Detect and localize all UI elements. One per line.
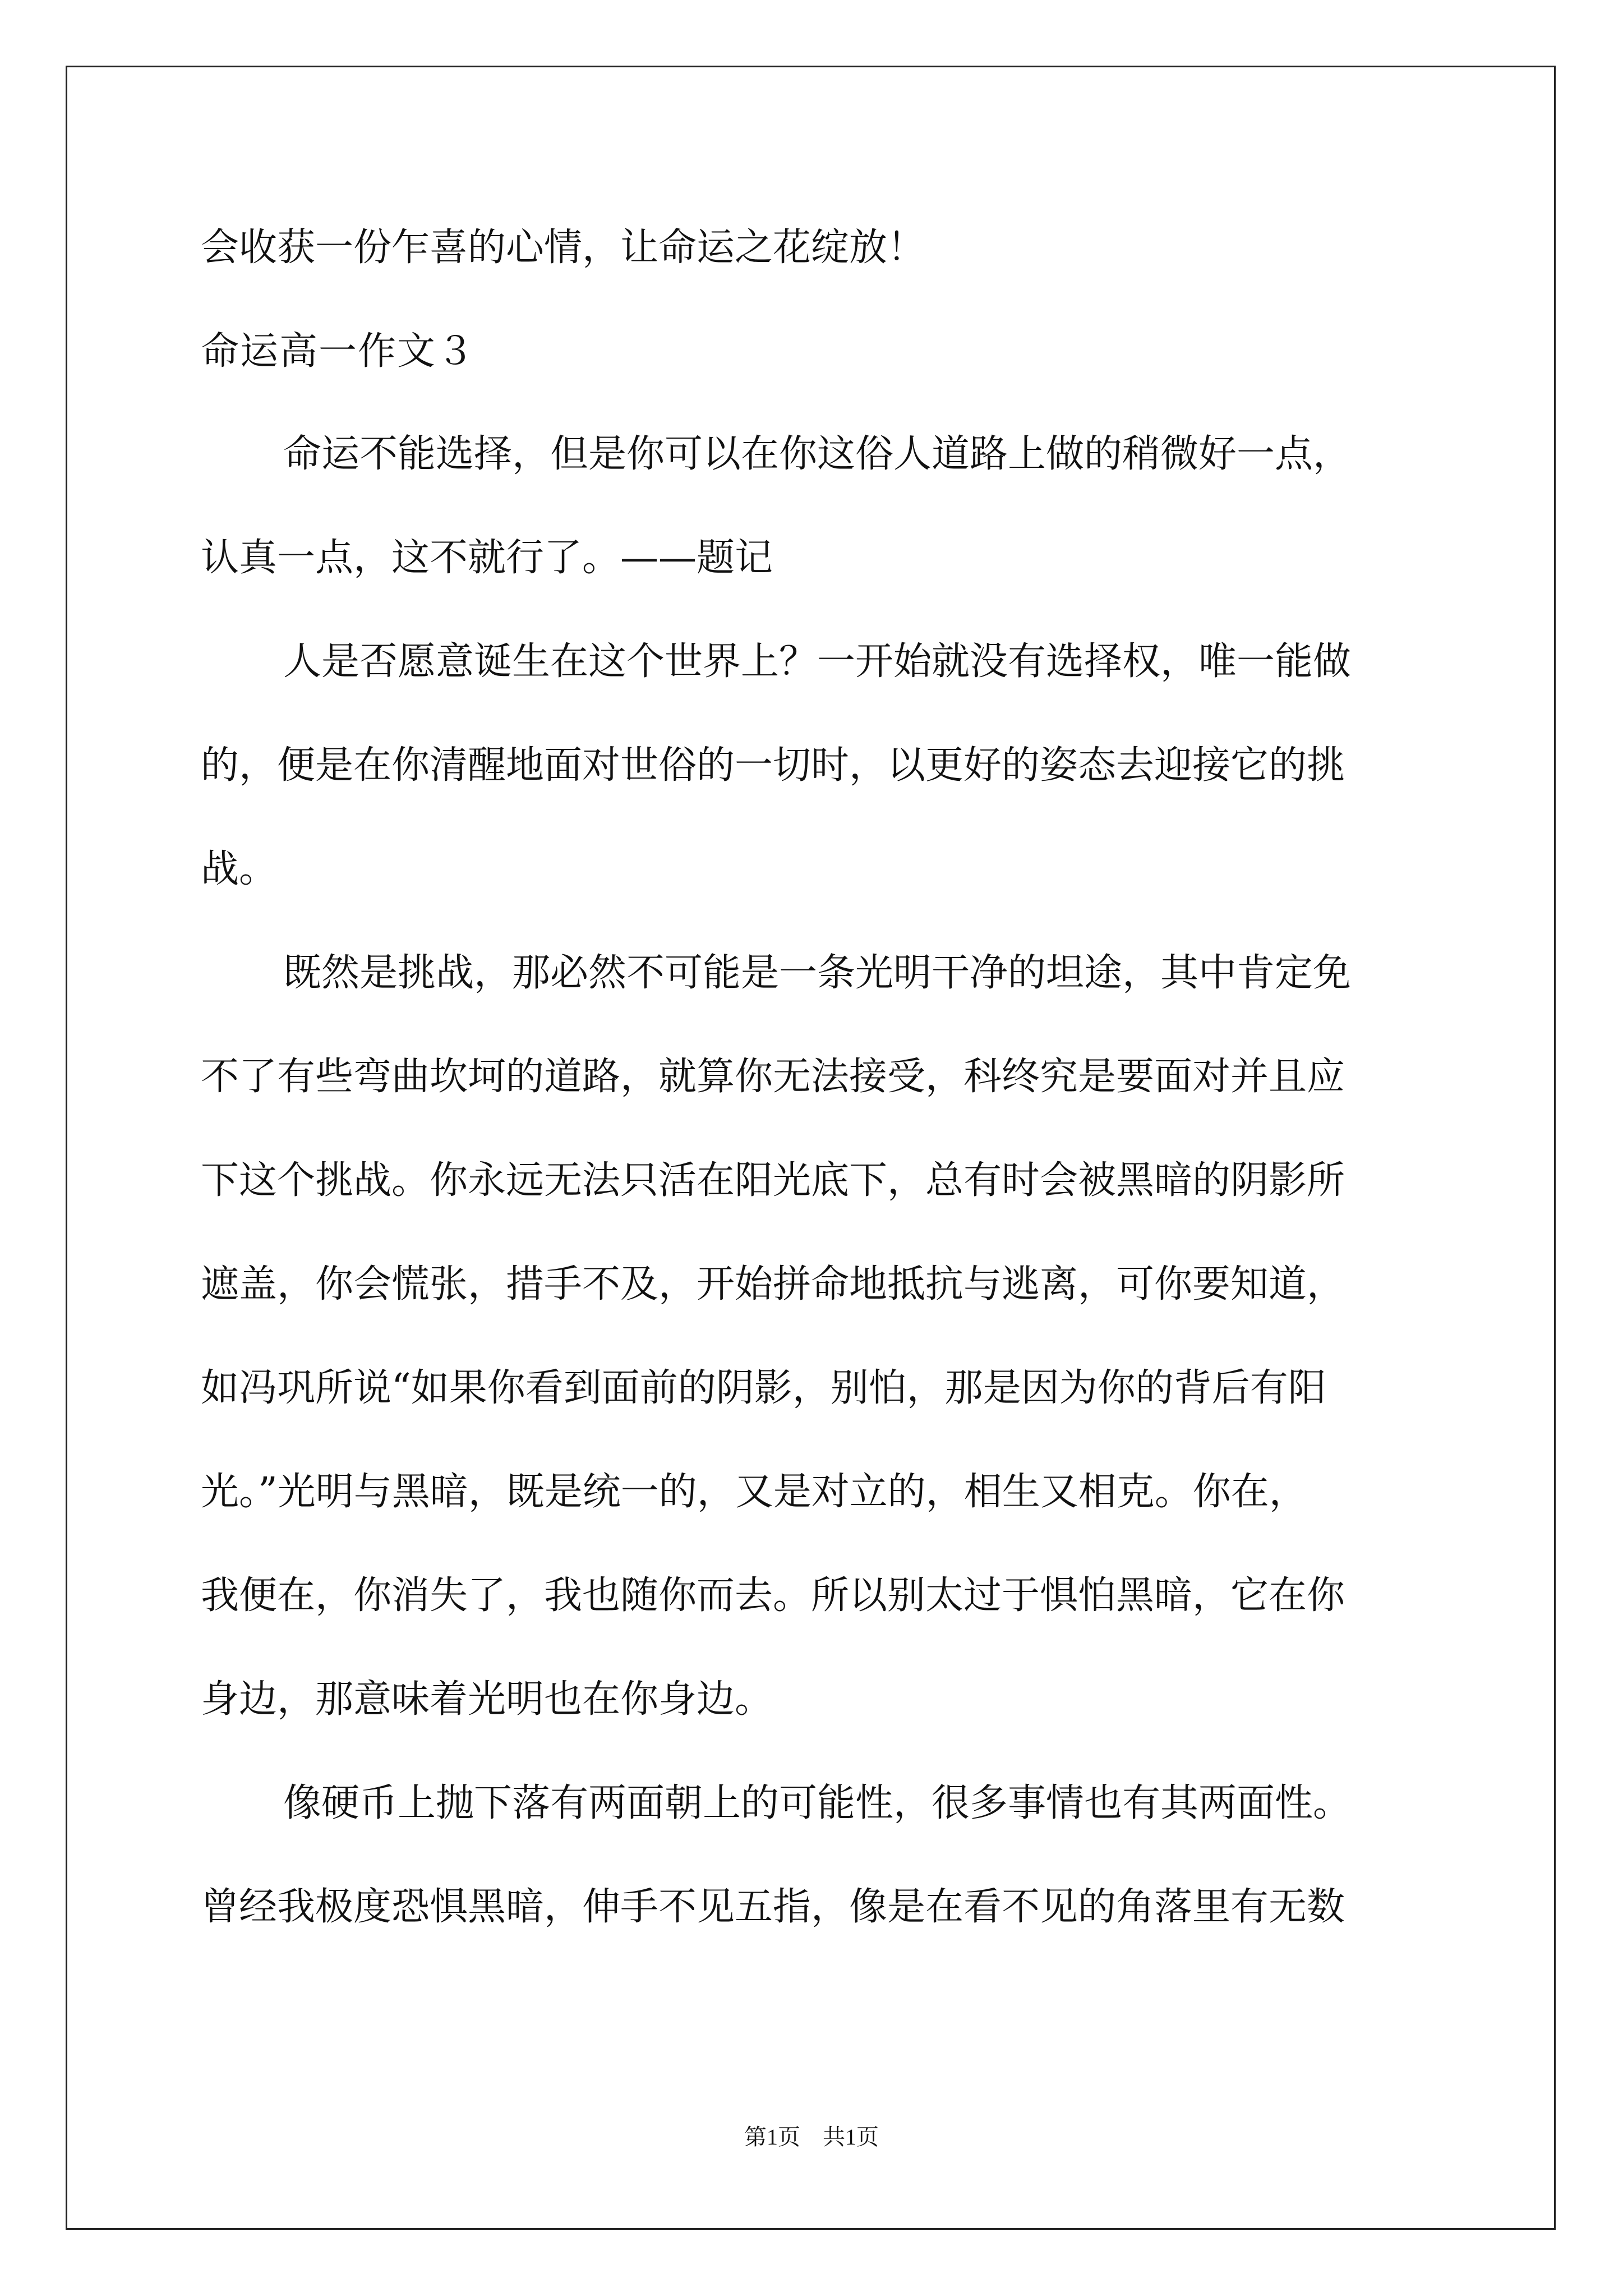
text-line: 既然是挑战，那必然不可能是一条光明干净的坦途，其中肯定免 (283, 951, 1352, 995)
text-line: 认真一点，这不就行了。——题记 (201, 536, 773, 580)
text-line: 会收获一份乍喜的心情，让命运之花绽放！ (201, 226, 926, 270)
text-line: 的，便是在你清醒地面对世俗的一切时，以更好的姿态去迎接它的挑 (201, 743, 1345, 788)
text-line: 下这个挑战。你永远无法只活在阳光底下，总有时会被黑暗的阴影所 (201, 1158, 1345, 1203)
text-line: 命运不能选择，但是你可以在你这俗人道路上做的稍微好一点， (283, 432, 1352, 476)
text-line: 曾经我极度恐惧黑暗，伸手不见五指，像是在看不见的角落里有无数 (201, 1885, 1345, 1929)
text-line: 战。 (201, 847, 278, 891)
text-line: 身边，那意味着光明也在你身边。 (201, 1677, 773, 1722)
text-line: 遮盖，你会慌张，措手不及，开始拼命地抵抗与逃离，可你要知道， (201, 1262, 1345, 1306)
text-line: 我便在，你消失了，我也随你而去。所以别太过于惧怕黑暗，它在你 (201, 1573, 1345, 1618)
text-line: 光。”光明与黑暗，既是统一的，又是对立的，相生又相克。你在， (201, 1470, 1307, 1514)
page-number: 第1页 共1页 (744, 2124, 879, 2150)
text-line: 如冯巩所说“如果你看到面前的阴影，别怕，那是因为你的背后有阳 (201, 1366, 1326, 1410)
text-line: 人是否愿意诞生在这个世界上？一开始就没有选择权，唯一能做 (283, 639, 1352, 684)
text-line: 像硬币上抛下落有两面朝上的可能性，很多事情也有其两面性。 (283, 1781, 1352, 1825)
section-heading: 命运高一作文３ (201, 329, 476, 374)
text-line: 不了有些弯曲坎坷的道路，就算你无法接受，科终究是要面对并且应 (201, 1055, 1345, 1099)
